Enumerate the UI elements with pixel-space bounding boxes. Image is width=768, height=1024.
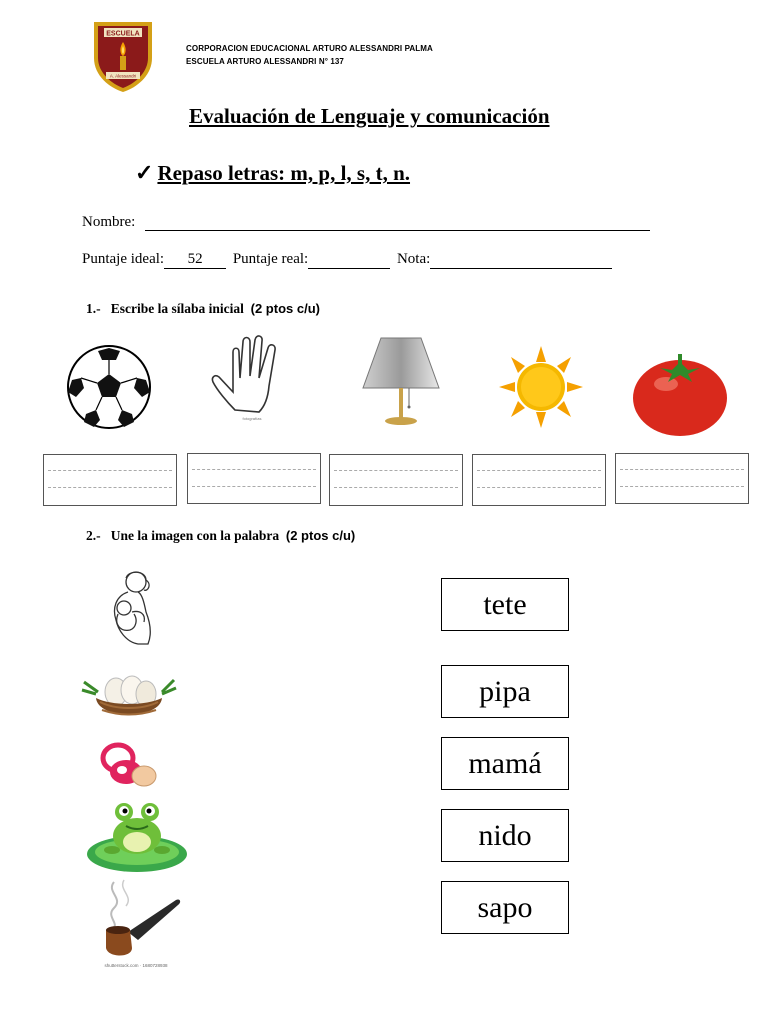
word-box-2[interactable] [441, 665, 569, 718]
nombre-row [82, 214, 650, 231]
puntaje-real-line[interactable] [308, 252, 390, 269]
puntaje-ideal-label: Puntaje ideal: [82, 251, 165, 267]
answer-box-5[interactable] [615, 453, 749, 504]
word-box-3[interactable] [441, 737, 569, 790]
mother-and-baby-icon [102, 568, 164, 646]
frog-icon [84, 796, 190, 876]
soccer-ball-icon [64, 344, 154, 430]
svg-text:ESCUELA: ESCUELA [106, 30, 140, 38]
sun-icon [497, 346, 585, 428]
word-box-4[interactable] [441, 809, 569, 862]
school-line: ESCUELA ARTURO ALESSANDRI N° 137 [186, 57, 344, 66]
answer-box-4[interactable] [472, 454, 606, 506]
tomato-icon [630, 350, 730, 438]
question-2: 2.- Une la imagen con la palabra (2 ptos c/u) [86, 528, 356, 543]
word-label: pipa [479, 674, 531, 708]
subtitle-row [135, 160, 410, 186]
svg-text:A. Alessandri: A. Alessandri [109, 73, 137, 79]
checkmark-icon: ✓ [135, 160, 154, 185]
nombre-line[interactable] [145, 214, 650, 231]
lamp-icon [357, 332, 445, 428]
subtitle-text: Repaso letras: m, p, l, s, t, n. [157, 161, 411, 185]
word-box-5[interactable] [441, 881, 569, 934]
nota-line[interactable] [430, 252, 612, 269]
puntaje-real-label: Puntaje real: [232, 251, 309, 267]
word-label: sapo [477, 890, 533, 924]
nest-icon [76, 668, 182, 728]
pipe-icon [84, 878, 188, 970]
hand-icon [205, 330, 299, 422]
svg-text:shutterstock.com · 1680728938: shutterstock.com · 1680728938 [104, 963, 168, 968]
school-logo [90, 18, 156, 94]
word-label: tete [483, 587, 527, 621]
word-label: nido [478, 818, 532, 852]
question-1: 1.- Escribe la sílaba inicial (2 ptos c/u) [86, 301, 320, 316]
page-title: Evaluación de Lenguaje y comunicación [189, 104, 550, 128]
answer-box-2[interactable] [187, 453, 321, 504]
puntaje-row [82, 251, 612, 269]
nombre-label: Nombre: [82, 214, 136, 230]
answer-box-1[interactable] [43, 454, 177, 506]
answer-box-3[interactable] [329, 454, 463, 506]
pacifier-icon [96, 738, 160, 792]
nota-label: Nota: [396, 251, 431, 267]
puntaje-ideal-value: 52 [164, 251, 226, 269]
word-label: mamá [468, 746, 542, 780]
org-line: CORPORACION EDUCACIONAL ARTURO ALESSANDRI PALMA [186, 44, 433, 53]
word-box-1[interactable] [441, 578, 569, 631]
svg-text:fotografías: fotografías [242, 416, 262, 421]
